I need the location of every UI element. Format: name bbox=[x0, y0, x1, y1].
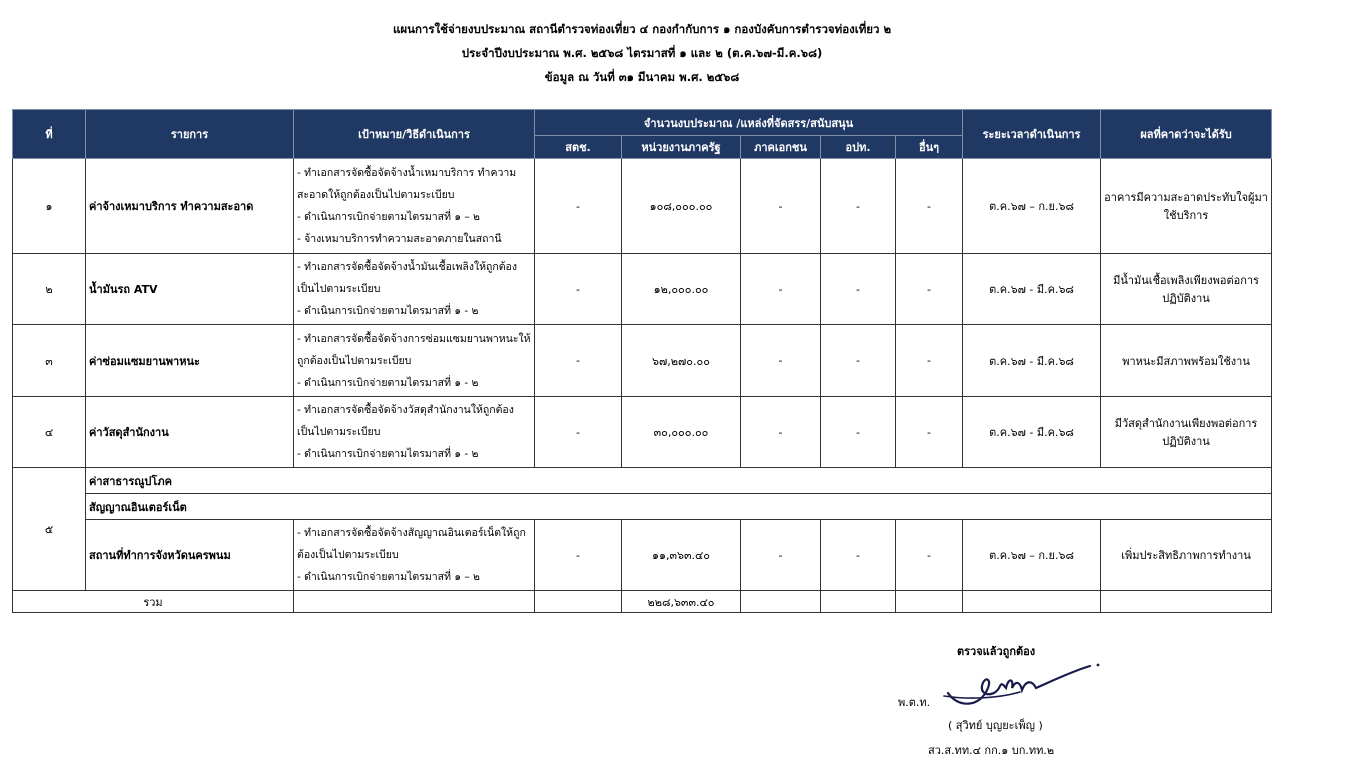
row-no: ๔ bbox=[13, 397, 86, 468]
cell-src-police: - bbox=[535, 159, 622, 254]
row-no: ๕ bbox=[13, 468, 86, 591]
total-empty bbox=[1101, 591, 1272, 613]
table-row bbox=[13, 325, 1272, 397]
header-item: รายการ bbox=[86, 110, 294, 159]
row-item: ค่าจ้างเหมาบริการ ทำความสะอาด bbox=[86, 159, 294, 254]
handwritten-signature bbox=[940, 658, 1105, 713]
row-subheading-internet: สัญญาณอินเตอร์เน็ต bbox=[86, 494, 1272, 520]
row-no: ๑ bbox=[13, 159, 86, 254]
document-title bbox=[0, 17, 1284, 89]
cell-src-government: ๑๑,๓๖๓.๔๐ bbox=[622, 520, 741, 591]
budget-plan-table bbox=[12, 109, 1272, 613]
verified-label: ตรวจแล้วถูกต้อง bbox=[957, 645, 1036, 658]
row-item: สถานที่ทำการจังหวัดนครพนม bbox=[86, 520, 294, 591]
cell-period: ต.ค.๖๗ – ก.ย.๖๘ bbox=[963, 520, 1101, 591]
header-goal: เป้าหมาย/วิธีดำเนินการ bbox=[294, 110, 535, 159]
cell-src-other: - bbox=[896, 397, 963, 468]
cell-src-local: - bbox=[821, 254, 896, 325]
row-steps bbox=[294, 520, 535, 591]
header-no: ที่ bbox=[13, 110, 86, 159]
row-steps bbox=[294, 397, 535, 468]
row-item: ค่าซ่อมแซมยานพาหนะ bbox=[86, 325, 294, 397]
cell-src-government: ๑๒,๐๐๐.๐๐ bbox=[622, 254, 741, 325]
table-row bbox=[13, 494, 1272, 520]
cell-src-other: - bbox=[896, 325, 963, 397]
total-amount: ๒๒๘,๖๓๓.๔๐ bbox=[622, 591, 741, 613]
cell-src-private: - bbox=[741, 325, 821, 397]
cell-src-private: - bbox=[741, 254, 821, 325]
header-period: ระยะเวลาดำเนินการ bbox=[963, 110, 1101, 159]
total-empty bbox=[741, 591, 821, 613]
row-steps bbox=[294, 325, 535, 397]
cell-src-private: - bbox=[741, 397, 821, 468]
cell-src-police: - bbox=[535, 254, 622, 325]
signer-position: สว.ส.ทท.๔ กก.๑ บก.ทท.๒ bbox=[928, 744, 1055, 757]
row-no: ๓ bbox=[13, 325, 86, 397]
row-no: ๒ bbox=[13, 254, 86, 325]
cell-src-other: - bbox=[896, 159, 963, 254]
header-result: ผลที่คาดว่าจะได้รับ bbox=[1101, 110, 1272, 159]
cell-src-local: - bbox=[821, 159, 896, 254]
table-row bbox=[13, 397, 1272, 468]
cell-period: ต.ค.๖๗ - มี.ค.๖๘ bbox=[963, 254, 1101, 325]
cell-src-government: ๓๐,๐๐๐.๐๐ bbox=[622, 397, 741, 468]
total-empty bbox=[821, 591, 896, 613]
cell-src-private: - bbox=[741, 520, 821, 591]
table-row bbox=[13, 520, 1272, 591]
cell-result: อาคารมีความสะอาดประทับใจผู้มาใช้บริการ bbox=[1101, 159, 1272, 254]
step: - ทำเอกสารจัดซื้อจัดจ้างสัญญาณอินเตอร์เน็ตให้ถูกต้องเป็นไปตามระเบียบ bbox=[297, 527, 526, 561]
header-budget-group: จำนวนงบประมาณ /แหล่งที่จัดสรร/สนับสนุน bbox=[535, 110, 963, 136]
step: - ดำเนินการเบิกจ่ายตามไตรมาสที่ ๑ - ๒ bbox=[297, 448, 479, 460]
cell-src-police: - bbox=[535, 397, 622, 468]
cell-src-police: - bbox=[535, 325, 622, 397]
cell-result: มีน้ำมันเชื้อเพลิงเพียงพอต่อการปฏิบัติงาน bbox=[1101, 254, 1272, 325]
title-line-2: ประจำปีงบประมาณ พ.ศ. ๒๕๖๘ ไตรมาสที่ ๑ และ ๒ (ต.ค.๖๗-มี.ค.๖๘) bbox=[461, 46, 823, 60]
cell-src-local: - bbox=[821, 397, 896, 468]
table-row bbox=[13, 254, 1272, 325]
title-line-3: ข้อมูล ณ วันที่ ๓๑ มีนาคม พ.ศ. ๒๕๖๘ bbox=[544, 70, 740, 84]
header-src-other: อื่นๆ bbox=[896, 136, 963, 159]
cell-src-other: - bbox=[896, 254, 963, 325]
header-src-local: อปท. bbox=[821, 136, 896, 159]
step: - ทำเอกสารจัดซื้อจัดจ้างน้ำมันเชื้อเพลิงให้ถูกต้องเป็นไปตามระเบียบ bbox=[297, 261, 517, 295]
row-steps bbox=[294, 254, 535, 325]
cell-period: ต.ค.๖๗ – ก.ย.๖๘ bbox=[963, 159, 1101, 254]
total-empty bbox=[896, 591, 963, 613]
row-item: ค่าวัสดุสำนักงาน bbox=[86, 397, 294, 468]
title-line-1: แผนการใช้จ่ายงบประมาณ สถานีตำรวจท่องเที่ยว ๔ กองกำกับการ ๑ กองบังคับการตำรวจท่องเที่ยว ๒ bbox=[392, 22, 892, 36]
total-empty bbox=[535, 591, 622, 613]
step: - จ้างเหมาบริการทำความสะอาดภายในสถานี bbox=[297, 233, 502, 245]
rank-label: พ.ต.ท. bbox=[898, 696, 931, 709]
header-src-police: สตช. bbox=[535, 136, 622, 159]
header-src-private: ภาคเอกชน bbox=[741, 136, 821, 159]
cell-src-private: - bbox=[741, 159, 821, 254]
step: - ดำเนินการเบิกจ่ายตามไตรมาสที่ ๑ – ๒ bbox=[297, 571, 480, 583]
cell-src-local: - bbox=[821, 325, 896, 397]
total-row bbox=[13, 591, 1272, 613]
row-item: น้ำมันรถ ATV bbox=[86, 254, 294, 325]
cell-src-other: - bbox=[896, 520, 963, 591]
cell-src-police: - bbox=[535, 520, 622, 591]
total-empty bbox=[294, 591, 535, 613]
cell-result: มีวัสดุสำนักงานเพียงพอต่อการปฏิบัติงาน bbox=[1101, 397, 1272, 468]
cell-src-local: - bbox=[821, 520, 896, 591]
cell-src-government: ๖๗,๒๗๐.๐๐ bbox=[622, 325, 741, 397]
total-empty bbox=[963, 591, 1101, 613]
step: - ทำเอกสารจัดซื้อจัดจ้างวัสดุสำนักงานให้ถูกต้องเป็นไปตามระเบียบ bbox=[297, 404, 514, 438]
table-row bbox=[13, 468, 1272, 494]
total-label: รวม bbox=[13, 591, 294, 613]
cell-result: เพิ่มประสิทธิภาพการทำงาน bbox=[1101, 520, 1272, 591]
table-row bbox=[13, 159, 1272, 254]
signer-name: ( สุวิทย์ บุญยะเพ็ญ ) bbox=[948, 719, 1043, 732]
cell-period: ต.ค.๖๗ - มี.ค.๖๘ bbox=[963, 397, 1101, 468]
step: - ดำเนินการเบิกจ่ายตามไตรมาสที่ ๑ - ๒ bbox=[297, 305, 479, 317]
step: - ดำเนินการเบิกจ่ายตามไตรมาสที่ ๑ – ๒ bbox=[297, 211, 480, 223]
cell-result: พาหนะมีสภาพพร้อมใช้งาน bbox=[1101, 325, 1272, 397]
cell-period: ต.ค.๖๗ - มี.ค.๖๘ bbox=[963, 325, 1101, 397]
row-steps bbox=[294, 159, 535, 254]
step: - ดำเนินการเบิกจ่ายตามไตรมาสที่ ๑ - ๒ bbox=[297, 376, 479, 389]
row-subheading-utilities: ค่าสาธารณูปโภค bbox=[86, 468, 1272, 494]
step: - ทำเอกสารจัดซื้อจัดจ้างการซ่อมแซมยานพาหนะให้ถูกต้องเป็นไปตามระเบียบ bbox=[297, 332, 531, 367]
header-src-government: หน่วยงานภาครัฐ bbox=[622, 136, 741, 159]
step: - ทำเอกสารจัดซื้อจัดจ้างน้ำเหมาบริการ ทำความสะอาดให้ถูกต้องเป็นไปตามระเบียบ bbox=[297, 167, 517, 201]
cell-src-government: ๑๐๘,๐๐๐.๐๐ bbox=[622, 159, 741, 254]
